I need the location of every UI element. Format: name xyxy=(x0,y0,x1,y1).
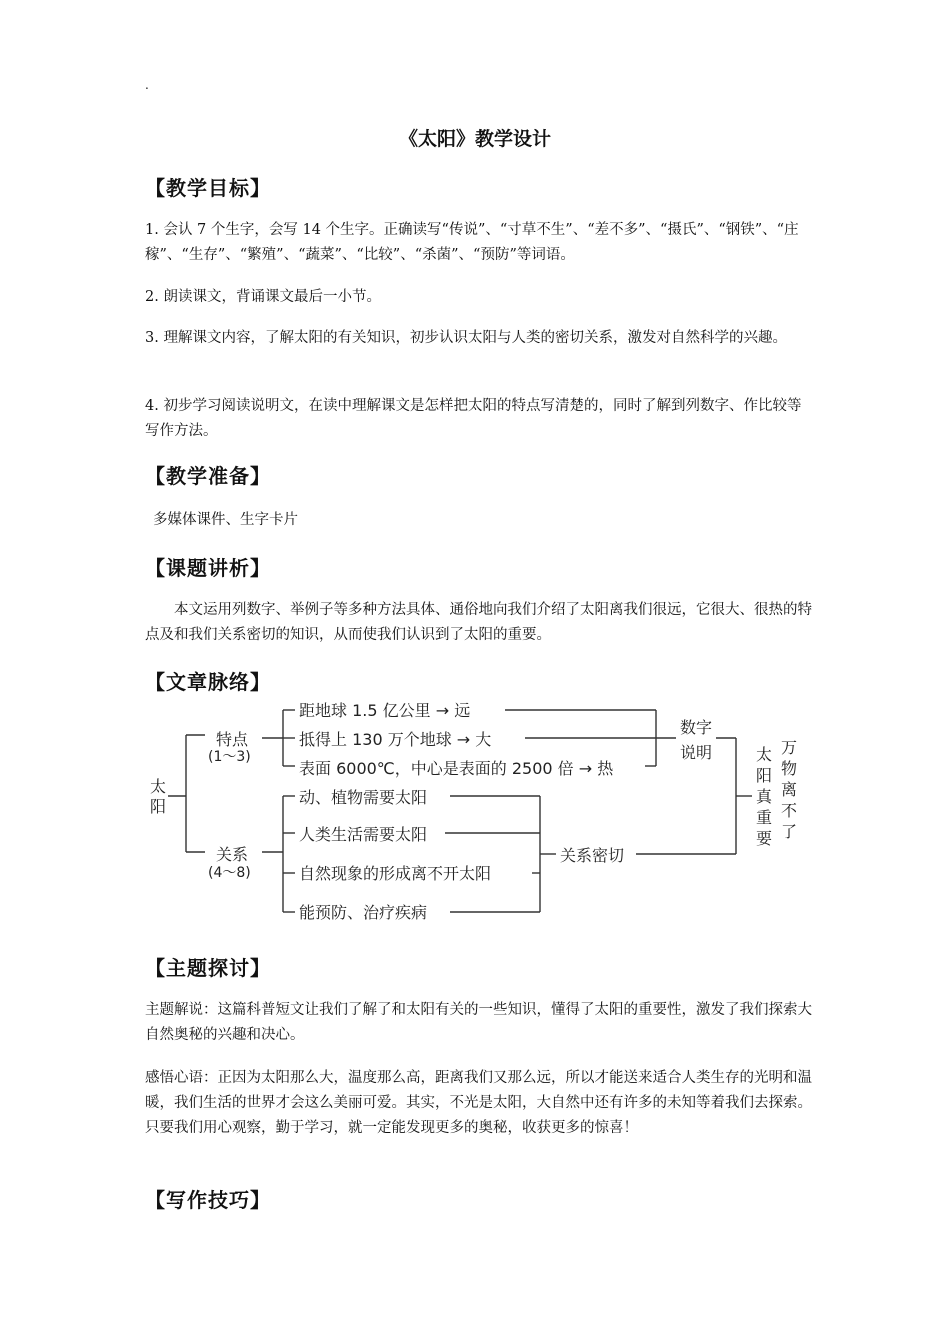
diagram-feature-item-1: 距地球 1.5 亿公里 → 远 xyxy=(299,701,471,720)
diagram-conclusion-2: 阳 xyxy=(756,766,773,785)
goal-item-2: 2. 朗读课文，背诵课文最后一小节。 xyxy=(145,289,381,305)
diagram-conclusion-10: 了 xyxy=(781,822,798,841)
diagram-root-1: 太 xyxy=(150,777,167,796)
heading-prep: 【教学准备】 xyxy=(145,464,271,488)
diagram-relation-label: 关系 xyxy=(216,845,249,864)
diagram-number-label-1: 数字 xyxy=(680,718,713,737)
theme-text-2: 感悟心语：正因为太阳那么大，温度那么高，距离我们又那么远，所以才能送来适合人类生存的光明和温暖，我们生活的世界才会这么美丽可爱。其实，不光是太阳，大自然中还有许多的未知等着我们去探索。只要我们用心观察，勤于学习，就一定能发现更多的奥秘，收获更多的惊喜！ xyxy=(145,1070,812,1136)
diagram-close-label: 关系密切 xyxy=(560,846,625,865)
diagram-conclusion-9: 不 xyxy=(781,801,798,820)
goal-item-4: 4. 初步学习阅读说明文，在读中理解课文是怎样把太阳的特点写清楚的，同时了解到列数字、作比较等写作方法。 xyxy=(145,398,802,439)
goal-item-3: 3. 理解课文内容，了解太阳的有关知识，初步认识太阳与人类的密切关系，激发对自然科学的兴趣。 xyxy=(145,330,787,346)
heading-theme: 【主题探讨】 xyxy=(145,956,271,980)
diagram-conclusion-7: 物 xyxy=(781,759,798,778)
diagram-conclusion-1: 太 xyxy=(756,745,773,764)
diagram-conclusion-4: 重 xyxy=(756,808,773,827)
structure-diagram xyxy=(0,690,950,925)
heading-structure: 【文章脉络】 xyxy=(145,670,271,694)
diagram-feature-range: (1～3) xyxy=(208,749,251,765)
diagram-number-label-2: 说明 xyxy=(680,743,713,762)
diagram-feature-label: 特点 xyxy=(216,730,249,749)
diagram-root-2: 阳 xyxy=(150,797,167,816)
diagram-relation-item-2: 人类生活需要太阳 xyxy=(299,825,428,844)
goal-item-1: 1. 会认 7 个生字，会写 14 个生字。正确读写“传说”、“寸草不生”、“差不多”、“摄氏”、“钢铁”、“庄稼”、“生存”、“繁殖”、“蔬菜”、“比较”、“杀菌”、“预防”等词语。 xyxy=(145,222,799,263)
diagram-feature-item-2: 抵得上 130 万个地球 → 大 xyxy=(299,730,492,749)
diagram-relation-item-4: 能预防、治疗疾病 xyxy=(299,903,428,922)
analysis-text: 本文运用列数字、举例子等多种方法具体、通俗地向我们介绍了太阳离我们很远，它很大、很热的特点及和我们关系密切的知识，从而使我们认识到了太阳的重要。 xyxy=(145,602,812,643)
page-dot: . xyxy=(145,78,149,92)
prep-text: 多媒体课件、生字卡片 xyxy=(153,512,298,528)
diagram-conclusion-5: 要 xyxy=(756,829,773,848)
diagram-conclusion-6: 万 xyxy=(781,738,798,757)
diagram-conclusion-8: 离 xyxy=(781,780,798,799)
diagram-relation-item-3: 自然现象的形成离不开太阳 xyxy=(299,864,492,883)
diagram-relation-range: (4～8) xyxy=(208,865,251,881)
heading-analysis: 【课题讲析】 xyxy=(145,556,271,580)
heading-writing: 【写作技巧】 xyxy=(145,1188,271,1212)
heading-goals: 【教学目标】 xyxy=(145,176,271,200)
page-title: 《太阳》教学设计 xyxy=(398,128,551,150)
diagram-conclusion-3: 真 xyxy=(756,787,773,806)
theme-text-1: 主题解说：这篇科普短文让我们了解了和太阳有关的一些知识，懂得了太阳的重要性，激发了我们探索大自然奥秘的兴趣和决心。 xyxy=(145,1002,812,1043)
diagram-relation-item-1: 动、植物需要太阳 xyxy=(299,788,428,807)
diagram-feature-item-3: 表面 6000℃，中心是表面的 2500 倍 → 热 xyxy=(299,759,614,778)
